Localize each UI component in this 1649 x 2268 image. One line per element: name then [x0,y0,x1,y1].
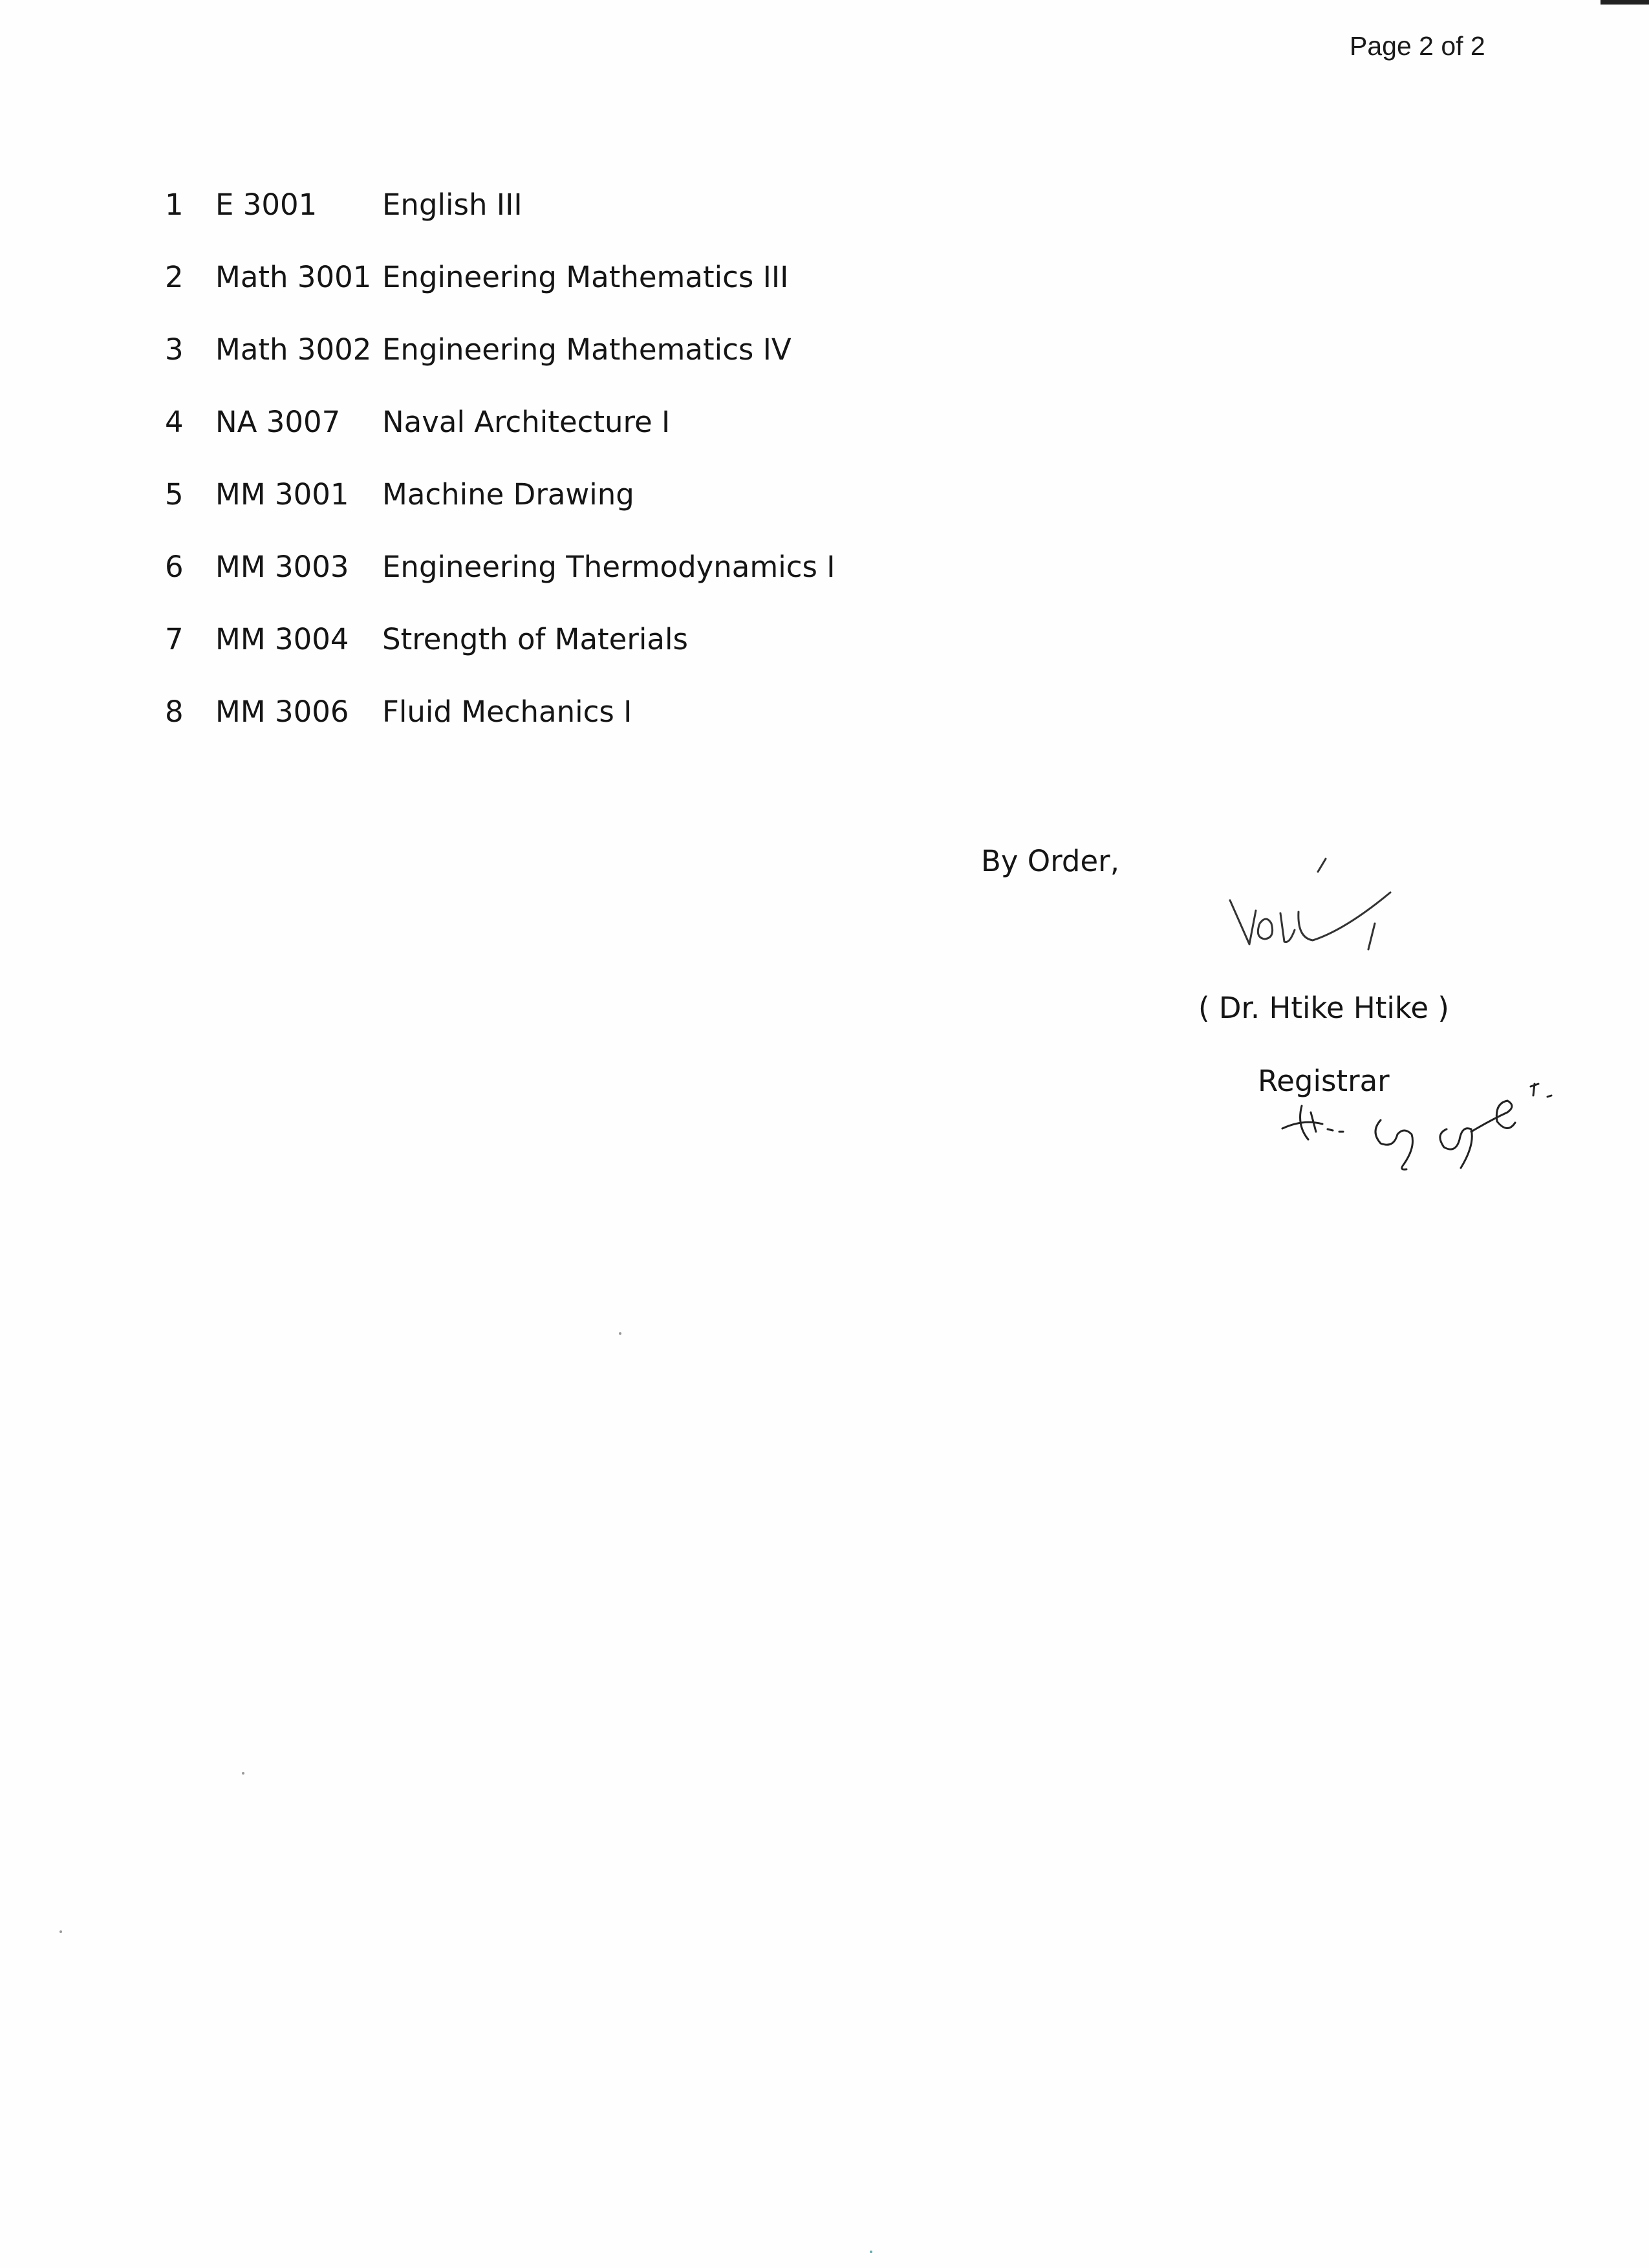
course-code: NA 3007 [215,405,341,439]
course-code: Math 3002 [215,332,372,367]
page-number: Page 2 of 2 [1350,31,1485,61]
course-title: English III [382,188,523,222]
scan-speck [242,1772,244,1775]
registrar-signature [1216,847,1410,977]
course-code: MM 3006 [215,695,349,729]
course-number: 4 [165,405,184,439]
course-number: 8 [165,695,184,729]
scan-speck [59,1930,62,1933]
course-code: MM 3001 [215,477,349,512]
scan-corner-mark [1600,0,1649,5]
course-title: Engineering Mathematics III [382,260,789,294]
scan-speck [870,2251,872,2253]
course-number: 6 [165,550,184,584]
course-code: E 3001 [215,188,318,222]
course-title: Engineering Thermodynamics I [382,550,835,584]
course-number: 3 [165,332,184,367]
registrar-title: Registrar [1258,1064,1390,1098]
by-order-text: By Order, [981,844,1119,878]
course-title: Fluid Mechanics I [382,695,632,729]
course-number: 2 [165,260,184,294]
course-title: Machine Drawing [382,477,634,512]
course-number: 1 [165,188,184,222]
course-code: Math 3001 [215,260,372,294]
course-title: Engineering Mathematics IV [382,332,792,367]
course-number: 5 [165,477,184,512]
course-code: MM 3004 [215,622,349,656]
course-code: MM 3003 [215,550,349,584]
handwritten-initials [1277,1067,1568,1183]
scan-speck [619,1332,621,1335]
course-number: 7 [165,622,184,656]
course-title: Strength of Materials [382,622,688,656]
registrar-name: ( Dr. Htike Htike ) [1198,991,1449,1025]
course-title: Naval Architecture I [382,405,671,439]
